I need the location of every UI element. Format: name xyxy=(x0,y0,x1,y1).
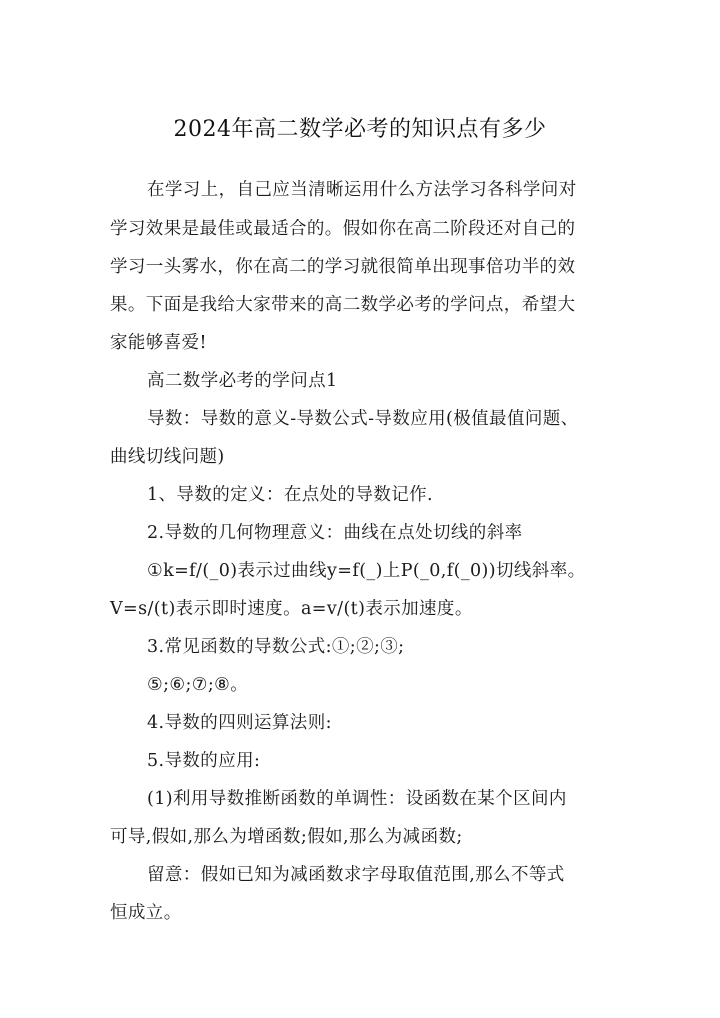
paragraph-line: 可导,假如,那么为增函数;假如,那么为减函数; xyxy=(110,827,463,847)
paragraph-line: V=s/(t)表示即时速度。a=v/(t)表示加速度。 xyxy=(110,599,473,619)
paragraph-line: 4.导数的四则运算法则: xyxy=(147,713,332,733)
paragraph-line: 学习一头雾水，你在高二的学习就很简单出现事倍功半的效 xyxy=(110,257,576,277)
paragraph-line: 学习效果是最佳或最适合的。假如你在高二阶段还对自己的 xyxy=(110,219,576,239)
section-heading: 高二数学必考的学问点1 xyxy=(147,371,338,391)
paragraph-line: 在学习上，自己应当清晰运用什么方法学习各科学问对 xyxy=(147,180,577,200)
paragraph-line: 留意：假如已知为减函数求字母取值范围,那么不等式 xyxy=(147,865,565,885)
paragraph-line: 家能够喜爱! xyxy=(110,333,207,353)
paragraph-line: 3.常见函数的导数公式:①;②;③; xyxy=(147,637,405,657)
paragraph-line: ⑤;⑥;⑦;⑧。 xyxy=(147,675,249,695)
paragraph-line: 导数：导数的意义-导数公式-导数应用(极值最值问题、 xyxy=(147,409,579,429)
paragraph-line: ①k=f/(_0)表示过曲线y=f(_)上P(_0,f(_0))切线斜率。 xyxy=(147,561,586,581)
paragraph-line: 果。下面是我给大家带来的高二数学必考的学问点，希望大 xyxy=(110,295,576,315)
paragraph-line: 1、导数的定义：在点处的导数记作. xyxy=(147,485,433,505)
page-title: 2024年高二数学必考的知识点有多少 xyxy=(173,117,547,142)
paragraph-line: 曲线切线问题) xyxy=(110,447,225,467)
paragraph-line: (1)利用导数推断函数的单调性：设函数在某个区间内 xyxy=(147,789,567,809)
paragraph-line: 5.导数的应用: xyxy=(147,751,261,771)
paragraph-line: 2.导数的几何物理意义：曲线在点处切线的斜率 xyxy=(147,523,523,543)
paragraph-line: 恒成立。 xyxy=(110,903,182,923)
